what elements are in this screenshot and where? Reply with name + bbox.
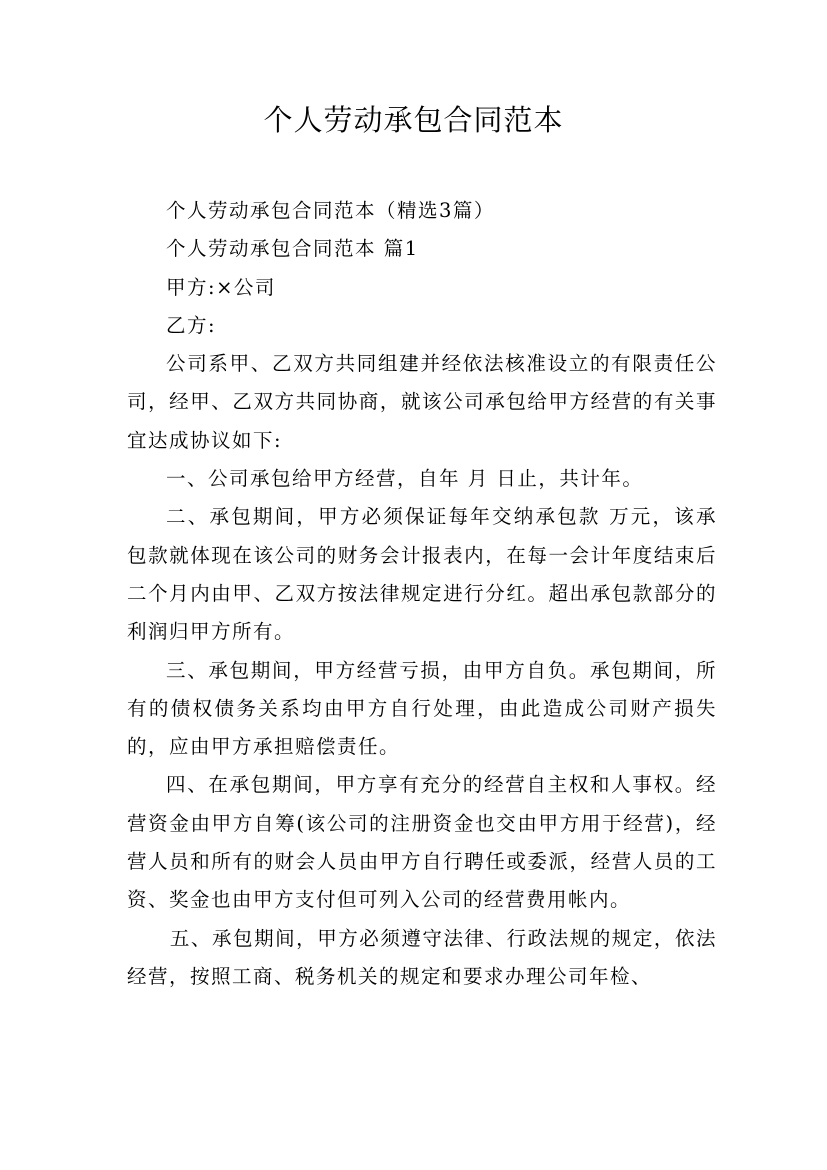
document-body [127,192,717,996]
paragraph-party-b: 乙方: [166,313,217,337]
paragraph-clause-5: 五、承包期间，甲方必须遵守法律、行政法规的规定，依法经营，按照工商、税务机关的规定和要求办理公司年检、 [127,926,717,988]
paragraph-intro: 公司系甲、乙双方共同组建并经依法核准设立的有限责任公司，经甲、乙双方共同协商，就该公司承包给甲方经营的有关事宜达成协议如下: [127,352,717,452]
paragraph-clause-1: 一、公司承包给甲方经营，自年 月 日止，共计年。 [166,467,644,491]
paragraph-subtitle: 个人劳动承包合同范本（精选3篇） [166,199,495,222]
paragraph-clause-2: 二、承包期间，甲方必须保证每年交纳承包款 万元，该承包款就体现在该公司的财务会计报表内，在每一会计年度结束后二个月内由甲、乙双方按法律规定进行分红。超出承包款部分的利润归甲方所有。 [127,505,717,644]
paragraph-clause-4: 四、在承包期间，甲方享有充分的经营自主权和人事权。经营资金由甲方自筹(该公司的注册资金也交由甲方用于经营)，经营人员和所有的财会人员由甲方自行聘任或委派，经营人员的工资、奖金也由甲方支付但可列入公司的经营费用帐内。 [127,773,717,912]
paragraph-clause-3: 三、承包期间，甲方经营亏损，由甲方自负。承包期间，所有的债权债务关系均由甲方自行处理，由此造成公司财产损失的，应由甲方承担赔偿责任。 [127,658,717,759]
paragraph-section-heading: 个人劳动承包合同范本 篇1 [166,237,419,261]
document-title: 个人劳动承包合同范本 [263,103,564,137]
paragraph-party-a: 甲方:×公司 [166,275,276,299]
